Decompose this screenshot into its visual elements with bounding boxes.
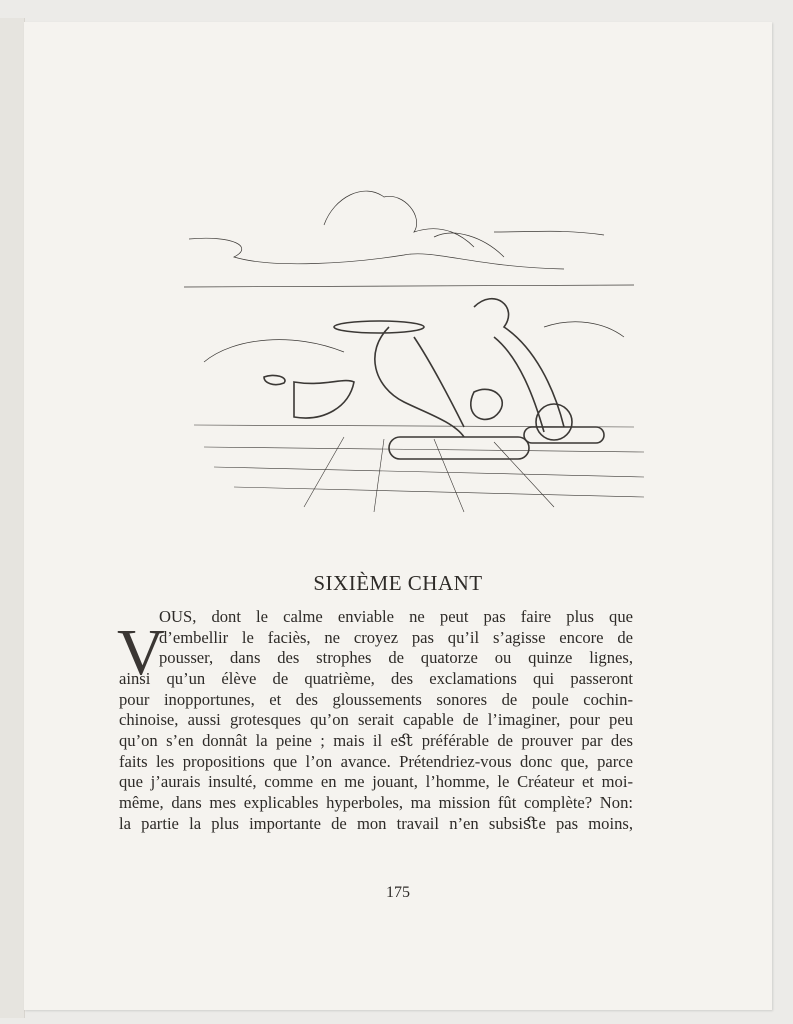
text-line: la partie la plus importante de mon travail n’en subsiﬆe pas moins, xyxy=(119,814,633,833)
chapter-title: SIXIÈME CHANT xyxy=(313,571,483,595)
sculptural-forms xyxy=(264,299,604,459)
text-line: que j’aurais insulté, comme en me jouant, l’homme, le Créateur et moi- xyxy=(119,772,633,791)
page-number: 175 xyxy=(386,884,410,901)
text-line: pour inopportunes, et des gloussements sonores de poule cochin- xyxy=(119,690,633,709)
text-line: faits les propositions que l’on avance. Prétendriez-vous donc que, parce xyxy=(119,752,633,771)
text-line: d’embellir le faciès, ne croyez pas qu’il s’agisse encore de xyxy=(159,628,633,647)
previous-page-edge xyxy=(0,18,25,1018)
text-line: OUS, dont le calme enviable ne peut pas faire plus que xyxy=(159,607,633,626)
text-line: chinoise, aussi grotesques qu’on serait capable de l’imaginer, pour peu xyxy=(119,710,633,729)
text-line: pousser, dans des strophes de quatorze ou quinze lignes, xyxy=(159,648,633,667)
text-line: ainsi qu’un élève de quatrième, des exclamations qui passeront xyxy=(119,669,633,688)
drop-cap: V xyxy=(117,616,165,689)
ground-lines xyxy=(194,425,644,512)
clouds xyxy=(184,191,634,362)
text-line: qu’on s’en donnât la peine ; mais il eﬆ préférable de prouver par des xyxy=(119,731,633,750)
text-line: même, dans mes explicables hyperboles, ma mission fût complète? Non: xyxy=(119,793,633,812)
surrealist-illustration xyxy=(174,177,654,517)
book-page xyxy=(24,22,772,1010)
